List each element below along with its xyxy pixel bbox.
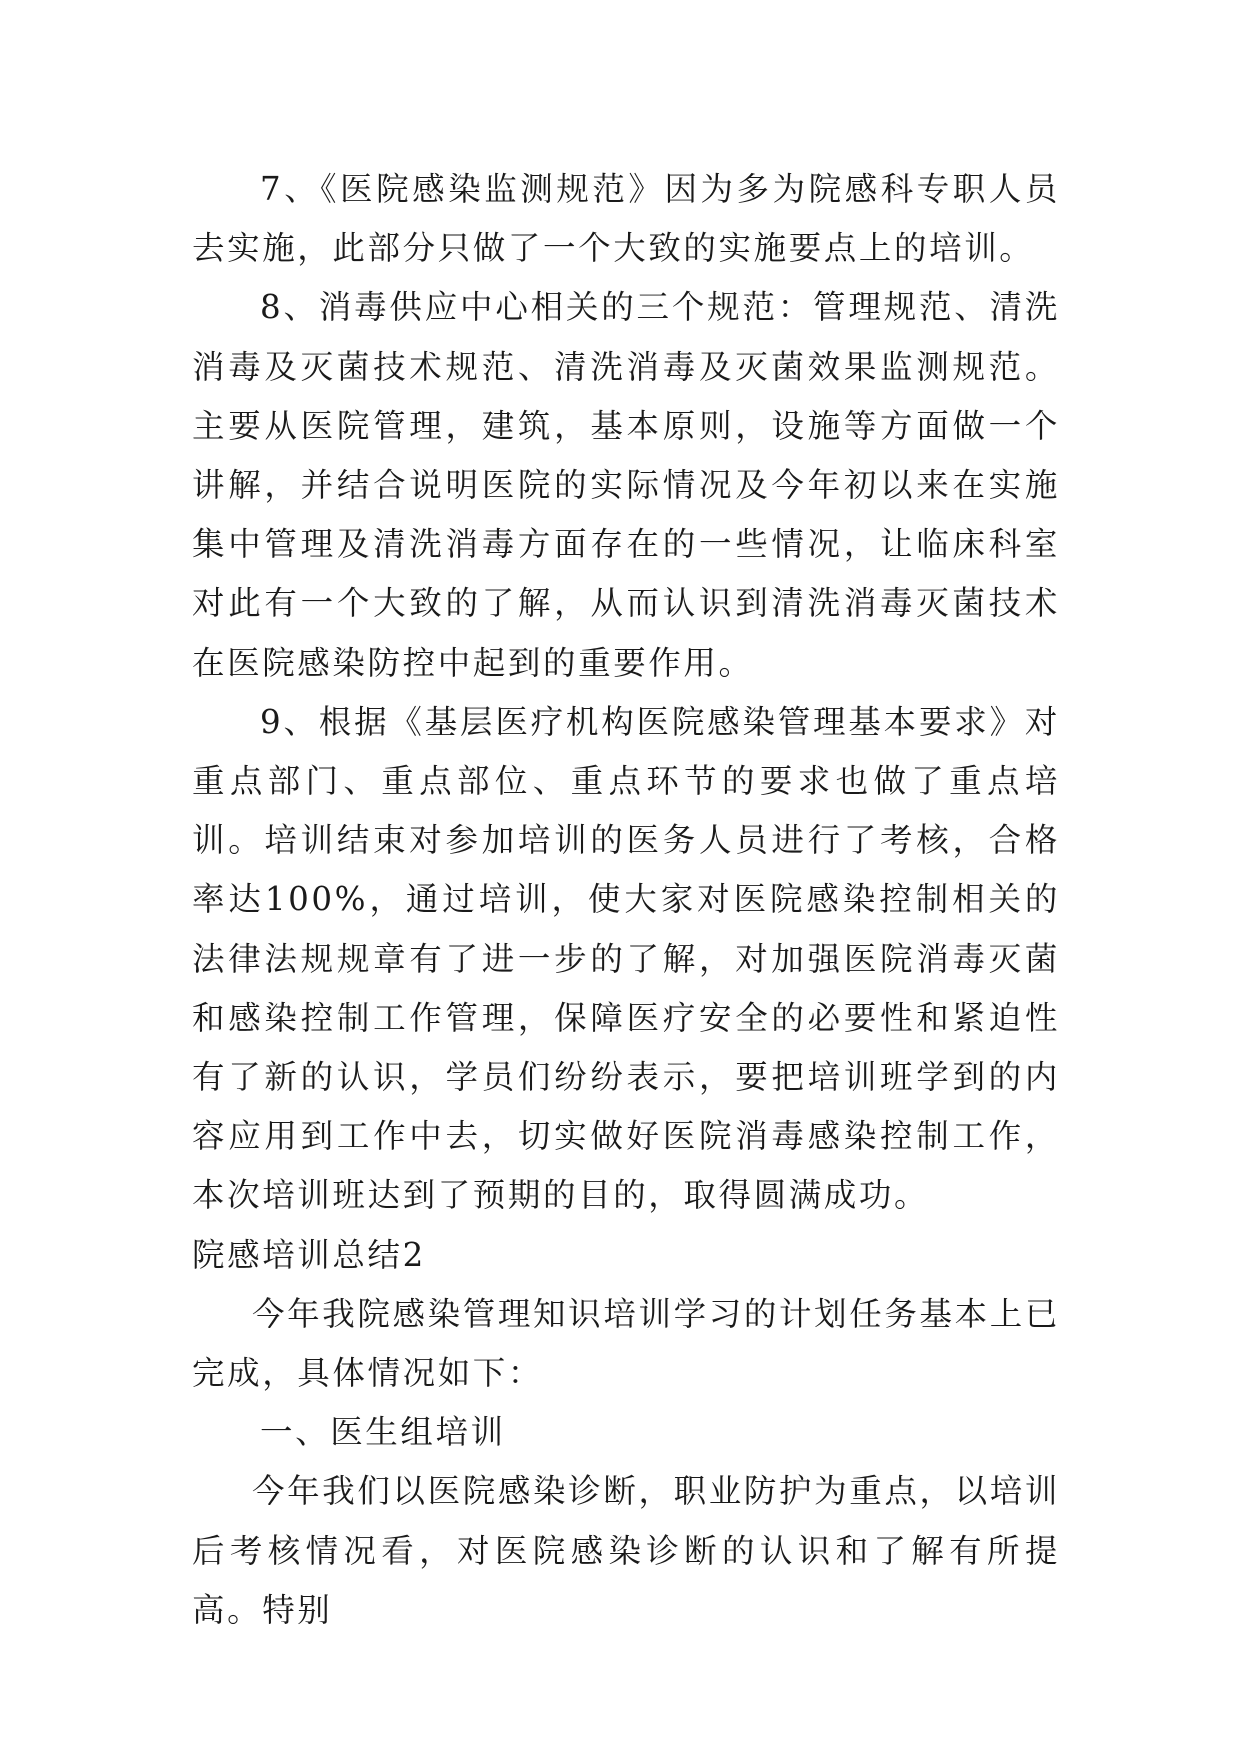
paragraph-item-7: 7、《医院感染监测规范》因为多为院感科专职人员去实施，此部分只做了一个大致的实施要点上的培训。 (192, 170, 1060, 268)
section-title: 院感培训总结2 (192, 1235, 426, 1274)
section-intro-paragraph: 今年我院感染管理知识培训学习的计划任务基本上已完成，具体情况如下： (192, 1294, 1060, 1393)
section-body-paragraph: 今年我们以医院感染诊断，职业防护为重点，以培训后考核情况看，对医院感染诊断的认识和了解有所提高。特别 (192, 1472, 1060, 1629)
paragraph-item-8: 8、消毒供应中心相关的三个规范：管理规范、清洗消毒及灭菌技术规范、清洗消毒及灭菌效果监测规范。主要从医院管理，建筑，基本原则，设施等方面做一个讲解，并结合说明医院的实际情况及今年初以来在实施集中管理及清洗消毒方面存在的一些情况，让临床科室对此有一个大致的了解，从而认识到清洗消毒灭菌技术在医院感染防控中起到的重要作用。 (192, 288, 1060, 682)
document-body (192, 160, 1060, 1640)
paragraph-item-9: 9、根据《基层医疗机构医院感染管理基本要求》对重点部门、重点部位、重点环节的要求也做了重点培训。培训结束对参加培训的医务人员进行了考核，合格率达100%，通过培训，使大家对医院感染控制相关的法律法规规章有了进一步的了解，对加强医院消毒灭菌和感染控制工作管理，保障医疗安全的必要性和紧迫性有了新的认识，学员们纷纷表示，要把培训班学到的内容应用到工作中去，切实做好医院消毒感染控制工作，本次培训班达到了预期的目的，取得圆满成功。 (192, 702, 1060, 1215)
section-heading-doctor-group: 一、医生组培训 (260, 1413, 506, 1452)
